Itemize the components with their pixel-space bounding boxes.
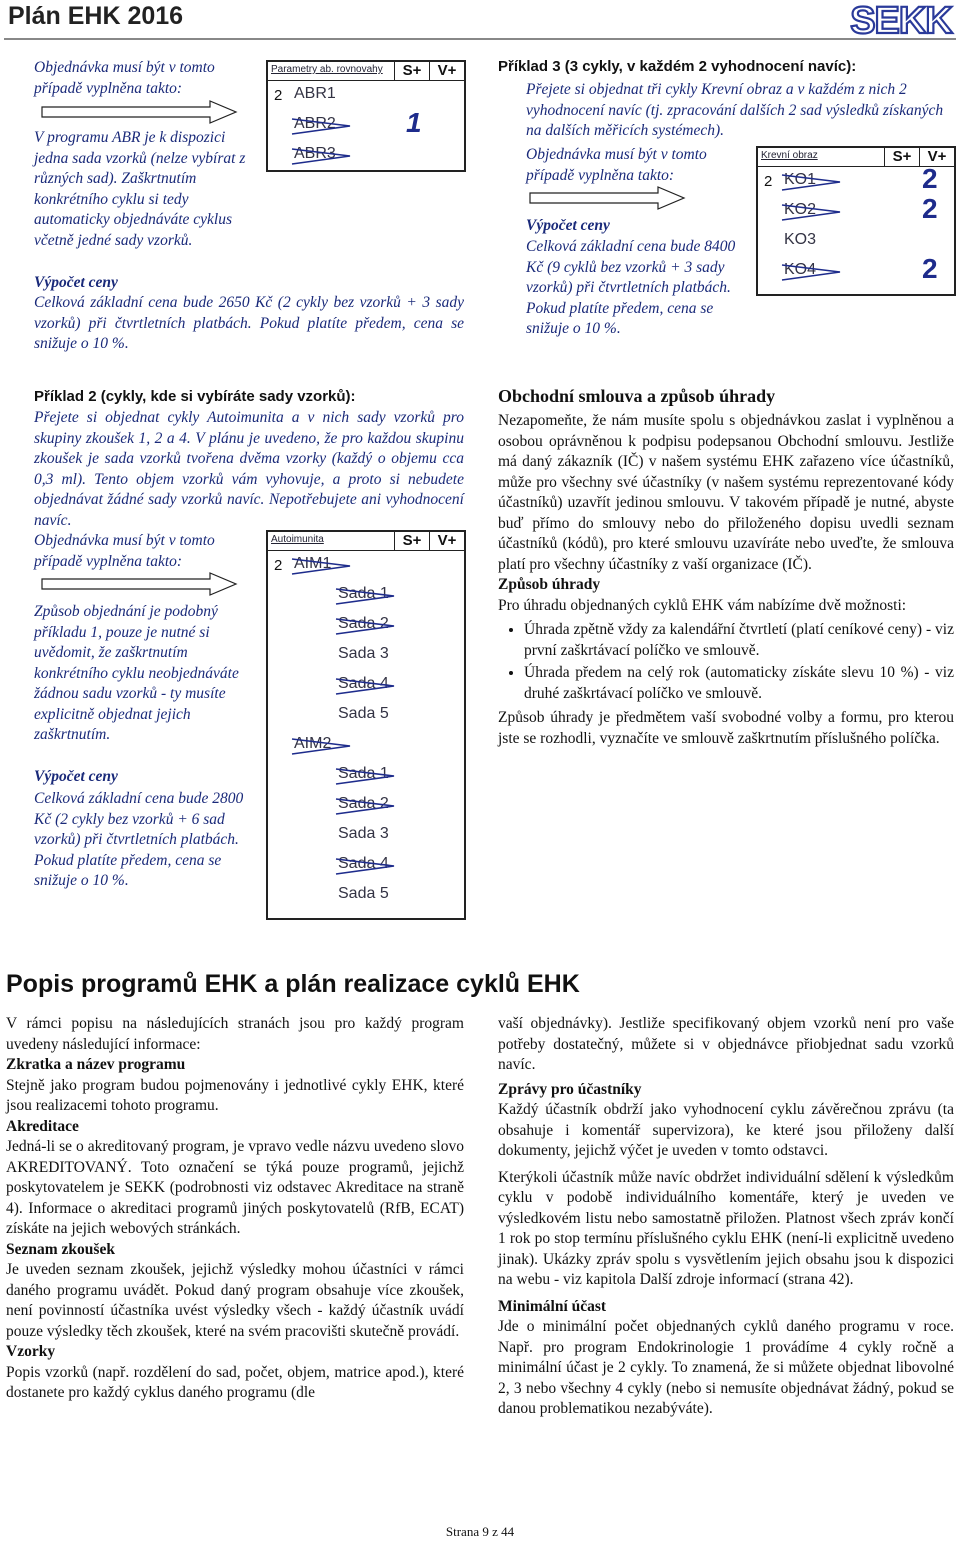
ex2-method: Způsob objednání je podobný příkladu 1, pouze je nutné si uvědomit, že zaškrtnutím konkrétního cyklu neobjednáváte žádnou sadu vzorků - ty musíte explicitně objednat jejich zaškrtnutím. xyxy=(34,603,239,743)
ex1-intro: Objednávka musí být v tomto případě vyplněna takto: xyxy=(34,59,215,97)
cycle-count: 2 xyxy=(764,173,773,190)
col-s-plus: S+ xyxy=(884,148,919,166)
arrow-right-icon xyxy=(40,572,240,596)
row-label: ABR3 xyxy=(294,145,336,162)
payment-options-list xyxy=(498,620,954,704)
logo-text: SEKK xyxy=(850,0,952,38)
col-s-plus: S+ xyxy=(394,532,429,550)
contract-title: Obchodní smlouva a způsob úhrady xyxy=(498,386,776,406)
check-mark-icon xyxy=(780,261,846,283)
zpravy-text: Každý účastník obdrží jako vyhodnocení cyklu závěrečnou zprávu (ta obsahuje i komentář supervizora), ke které jsou přiloženy další dokumenty, jejichž výčet je uveden v tomto odstavci. xyxy=(498,1101,954,1159)
subheading-seznam: Seznam zkoušek xyxy=(6,1240,115,1258)
form-row xyxy=(758,193,954,227)
min-text: Jde o minimální počet objednaných cyklů daného programu v roce. Např. pro program Endokrinologie 1 provádíme 4 cykly ročně a minimální účast je 2 cykly. To znamená, že si můžete objednat libovolné 2, 3 nebo všechny 4 cykly (nebo si nemusíte objednávat žádný, pokud se danou problematikou nezabýváte). xyxy=(498,1318,954,1417)
form-row xyxy=(268,791,464,821)
row-label: Sada 4 xyxy=(338,675,389,692)
row-label: KO4 xyxy=(784,261,817,278)
form-title: Parametry ab. rovnovahy xyxy=(271,64,383,75)
row-label: Sada 1 xyxy=(338,765,389,782)
vzorky-text-cont: vaší objednávky). Jestliže specifikovaný objem vzorků není pro vaše potřeby dostatečný, můžete si v objednávce přiobjednat sadu vzorků navíc. xyxy=(498,1015,954,1073)
handwritten-number: 1 xyxy=(406,107,422,138)
check-mark-icon xyxy=(334,615,400,637)
list-item: • Úhrada zpětně vždy za kalendářní čtvrtletí (platí ceníkové ceny) - viz první zaškrtávací políčko ve smlouvě. xyxy=(524,620,954,661)
check-mark-icon xyxy=(290,735,356,757)
form-row xyxy=(268,581,464,611)
check-mark-icon xyxy=(780,201,846,223)
vzorky-text: Popis vzorků (např. rozdělení do sad, počet, objem, matrice apod.), které dostanete pro každý cyklus daného programu (dle xyxy=(6,1363,464,1401)
col-s-plus: S+ xyxy=(394,62,429,80)
arrow-right-icon xyxy=(528,186,728,210)
subheading-min: Minimální účast xyxy=(498,1297,607,1315)
cycle-count: 2 xyxy=(274,557,283,574)
page-number: Strana 9 z 44 xyxy=(445,1524,515,1539)
ex1-price-text: Celková základní cena bude 2650 Kč (2 cykly bez vzorků + 3 sady vzorků) při čtvrtletních platbách. Pokud platíte předem, cena se snižuje o 10 %. xyxy=(34,294,464,352)
form-row xyxy=(268,731,464,761)
form-row xyxy=(268,761,464,791)
ex2-intro: Objednávka musí být v tomto případě vyplněna takto: xyxy=(34,532,215,570)
row-label: Sada 5 xyxy=(338,885,389,902)
payment-title: Způsob úhrady xyxy=(498,576,601,593)
check-mark-icon xyxy=(290,555,356,577)
ex3-title: Příklad 3 (3 cykly, v každém 2 vyhodnocení navíc): xyxy=(498,58,857,75)
form-row xyxy=(268,641,464,671)
popis-right-column xyxy=(498,1014,954,1420)
form-row xyxy=(268,141,464,171)
ex1-order-form xyxy=(266,60,466,172)
check-mark-icon xyxy=(780,171,846,193)
seznam-text: Je uveden seznam zkoušek, jejichž výsledky mohou účastníci v rámci daného programu uvádět. Pokud daný program obsahuje více zkoušek, není povinností účastníka uvést výsledky všech - každý účastník uvádí pouze výsledky těch zkoušek, které na svém pracovišti skutečně provádí. xyxy=(6,1261,464,1340)
check-mark-icon xyxy=(334,585,400,607)
ex2-text: Přejete si objednat cykly Autoimunita a v nich sady vzorků pro skupiny zkoušek 1, 2 a 4. V plánu je uvedeno, že pro každou skupinu zkoušek je sada vzorků tvořena dvěma vzorky (každý o objemu cca 0,3 ml). Tento objem vzorků vám vyhovuje, a proto si nebudete objednávat žádné sady vzorků navíc. Nepotřebujete ani vyhodnocení navíc. xyxy=(34,409,464,529)
contract-body xyxy=(498,411,954,749)
row-label: AIM1 xyxy=(294,555,332,572)
col-v-plus: V+ xyxy=(429,62,464,80)
row-label: Sada 3 xyxy=(338,825,389,842)
ex2-price-title: Výpočet ceny xyxy=(34,768,118,785)
ex2-title: Příklad 2 (cykly, kde si vybíráte sady vzorků): xyxy=(34,388,356,405)
ex3-price-text: Celková základní cena bude 8400 Kč (9 cyklů bez vzorků + 3 sady vzorků) při čtvrtletních platbách. Pokud platíte předem, cena se snižuje o 10 %. xyxy=(526,238,736,337)
subheading-vzorky: Vzorky xyxy=(6,1343,56,1360)
row-label: Sada 3 xyxy=(338,645,389,662)
ex3-order-form xyxy=(756,146,956,296)
row-label: AIM2 xyxy=(294,735,332,752)
ex3-price-title: Výpočet ceny xyxy=(526,217,610,234)
subheading-zpravy: Zprávy pro účastníky xyxy=(498,1080,642,1098)
form-title: Autoimunita xyxy=(271,534,324,545)
row-label: KO3 xyxy=(784,231,817,248)
subheading-akreditace: Akreditace xyxy=(6,1117,79,1135)
check-mark-icon xyxy=(290,115,356,137)
ex3-intro: Objednávka musí být v tomto případě vyplněna takto: xyxy=(526,146,707,184)
ex1-price-title: Výpočet ceny xyxy=(34,274,118,291)
arrow-right-icon xyxy=(40,100,240,124)
list-item: • Úhrada předem na celý rok (automaticky získáte slevu 10 %) - viz druhé zaškrtávací políčko ve smlouvě. xyxy=(524,663,954,704)
subheading-zkratka: Zkratka a název programu xyxy=(6,1056,186,1073)
form-row xyxy=(268,701,464,731)
handwritten-number: 2 xyxy=(922,163,938,194)
form-row xyxy=(268,821,464,851)
form-row xyxy=(268,551,464,581)
row-label: Sada 2 xyxy=(338,795,389,812)
page-header-title: Plán EHK 2016 xyxy=(8,2,184,30)
form-row xyxy=(268,81,464,111)
row-label: Sada 4 xyxy=(338,855,389,872)
section-heading: Popis programů EHK a plán realizace cyklů EHK xyxy=(6,970,580,998)
popis-intro: V rámci popisu na následujících stranách jsou pro každý program uvedeny následující informace: xyxy=(6,1015,464,1053)
check-mark-icon xyxy=(334,675,400,697)
row-label: Sada 5 xyxy=(338,705,389,722)
form-row xyxy=(268,881,464,911)
check-mark-icon xyxy=(290,145,356,167)
row-label: Sada 1 xyxy=(338,585,389,602)
row-label: ABR1 xyxy=(294,85,336,102)
sekk-logo xyxy=(846,0,956,38)
ex3-text: Přejete si objednat tři cykly Krevní obraz a v každém z nich 2 vyhodnocení navíc (tj. zpracování dalších 2 sad výsledků získaných na dalších měřicích systémech). xyxy=(526,81,944,139)
handwritten-number: 2 xyxy=(922,193,938,224)
check-mark-icon xyxy=(334,795,400,817)
zkratka-text: Stejně jako program budou pojmenovány i jednotlivé cykly EHK, které jsou realizacemi tohoto programu. xyxy=(6,1076,464,1114)
ex2-order-form xyxy=(266,530,466,920)
zpravy-text-2: Kterýkoli účastník může navíc obdržet individuální sdělení k výsledkům cyklu v podobě individuálního komentáře, který je uveden ve výsledkovém listu nebo samostatně přiložen. Platnost všech zpráv končí 1 rok po stop termínu příslušného cyklu EHK (není-li explicitně uvedeno jinak). Ukázky zpráv spolu s vysvětlením jejich obsahu jsou k dispozici na webu - viz kapitola Další zdroje informací (strana 42). xyxy=(498,1168,954,1288)
popis-left-column xyxy=(6,1014,464,1404)
form-row xyxy=(268,611,464,641)
akreditace-text: Jedná-li se o akreditovaný program, je vpravo vedle názvu uvedeno slovo AKREDITOVANÝ. Toto označení se týká pouze programů, jejichž poskytovatelem je SEKK (podrobnosti viz odstavec Akreditace na straně 4). Informace o akreditaci programů jiných poskytovatelů (RfB, ECAT) získáte na jejich webových stránkách. xyxy=(6,1138,464,1237)
col-v-plus: V+ xyxy=(429,532,464,550)
form-title: Krevní obraz xyxy=(761,150,818,161)
contract-p1: Nezapomeňte, že nám musíte spolu s objednávkou zaslat i vyplněnou a osobou oprávněnou k podpisu podepsanou Obchodní smlouvu. Jestliže má daný zákazník (IČ) v našem systému EHK zařazeno více účastníků, může pro všechny své účastníky (v našem systému reprezentované kódy účastníků) uzavřít jedinou smlouvu. V takovém případě je nutné, abyste buď přímo do smlouvy nebo do přiloženého dopisu uvedli seznam účastníků (kódů), pro které smlouvu uzavíráte nebo uveďte, že smlouva platí pro všechny účastníky z vaší organizace (IČ). xyxy=(498,412,954,573)
ex1-text: V programu ABR je k dispozici jedna sada vzorků (nelze vybírat z různých sad). Zaškrtnutím konkrétního cyklu si tedy automaticky objednáváte cyklus včetně jedné sady vzorků. xyxy=(34,129,246,249)
form-row xyxy=(758,253,954,287)
check-mark-icon xyxy=(334,855,400,877)
cycle-count: 2 xyxy=(274,87,283,104)
col-v-plus: V+ xyxy=(919,148,954,166)
row-label: Sada 2 xyxy=(338,615,389,632)
form-row xyxy=(268,851,464,881)
handwritten-number: 2 xyxy=(922,253,938,284)
contract-p3: Způsob úhrady je předmětem vaší svobodné volby a formu, pro kterou jste se rozhodli, vyznačíte ve smlouvě zaškrtnutím příslušného políčka. xyxy=(498,709,954,747)
ex2-price-text: Celková základní cena bude 2800 Kč (2 cykly bez vzorků + 6 sad vzorků) při čtvrtletních platbách. Pokud platíte předem, cena se snižuje o 10 %. xyxy=(34,790,244,889)
check-mark-icon xyxy=(334,765,400,787)
form-row xyxy=(268,107,464,141)
row-label: ABR2 xyxy=(294,115,336,132)
form-row xyxy=(268,671,464,701)
row-label: KO2 xyxy=(784,201,817,218)
row-label: KO1 xyxy=(784,171,817,188)
header-rule xyxy=(4,38,956,40)
contract-p2: Pro úhradu objednaných cyklů EHK vám nabízíme dvě možnosti: xyxy=(498,596,907,614)
